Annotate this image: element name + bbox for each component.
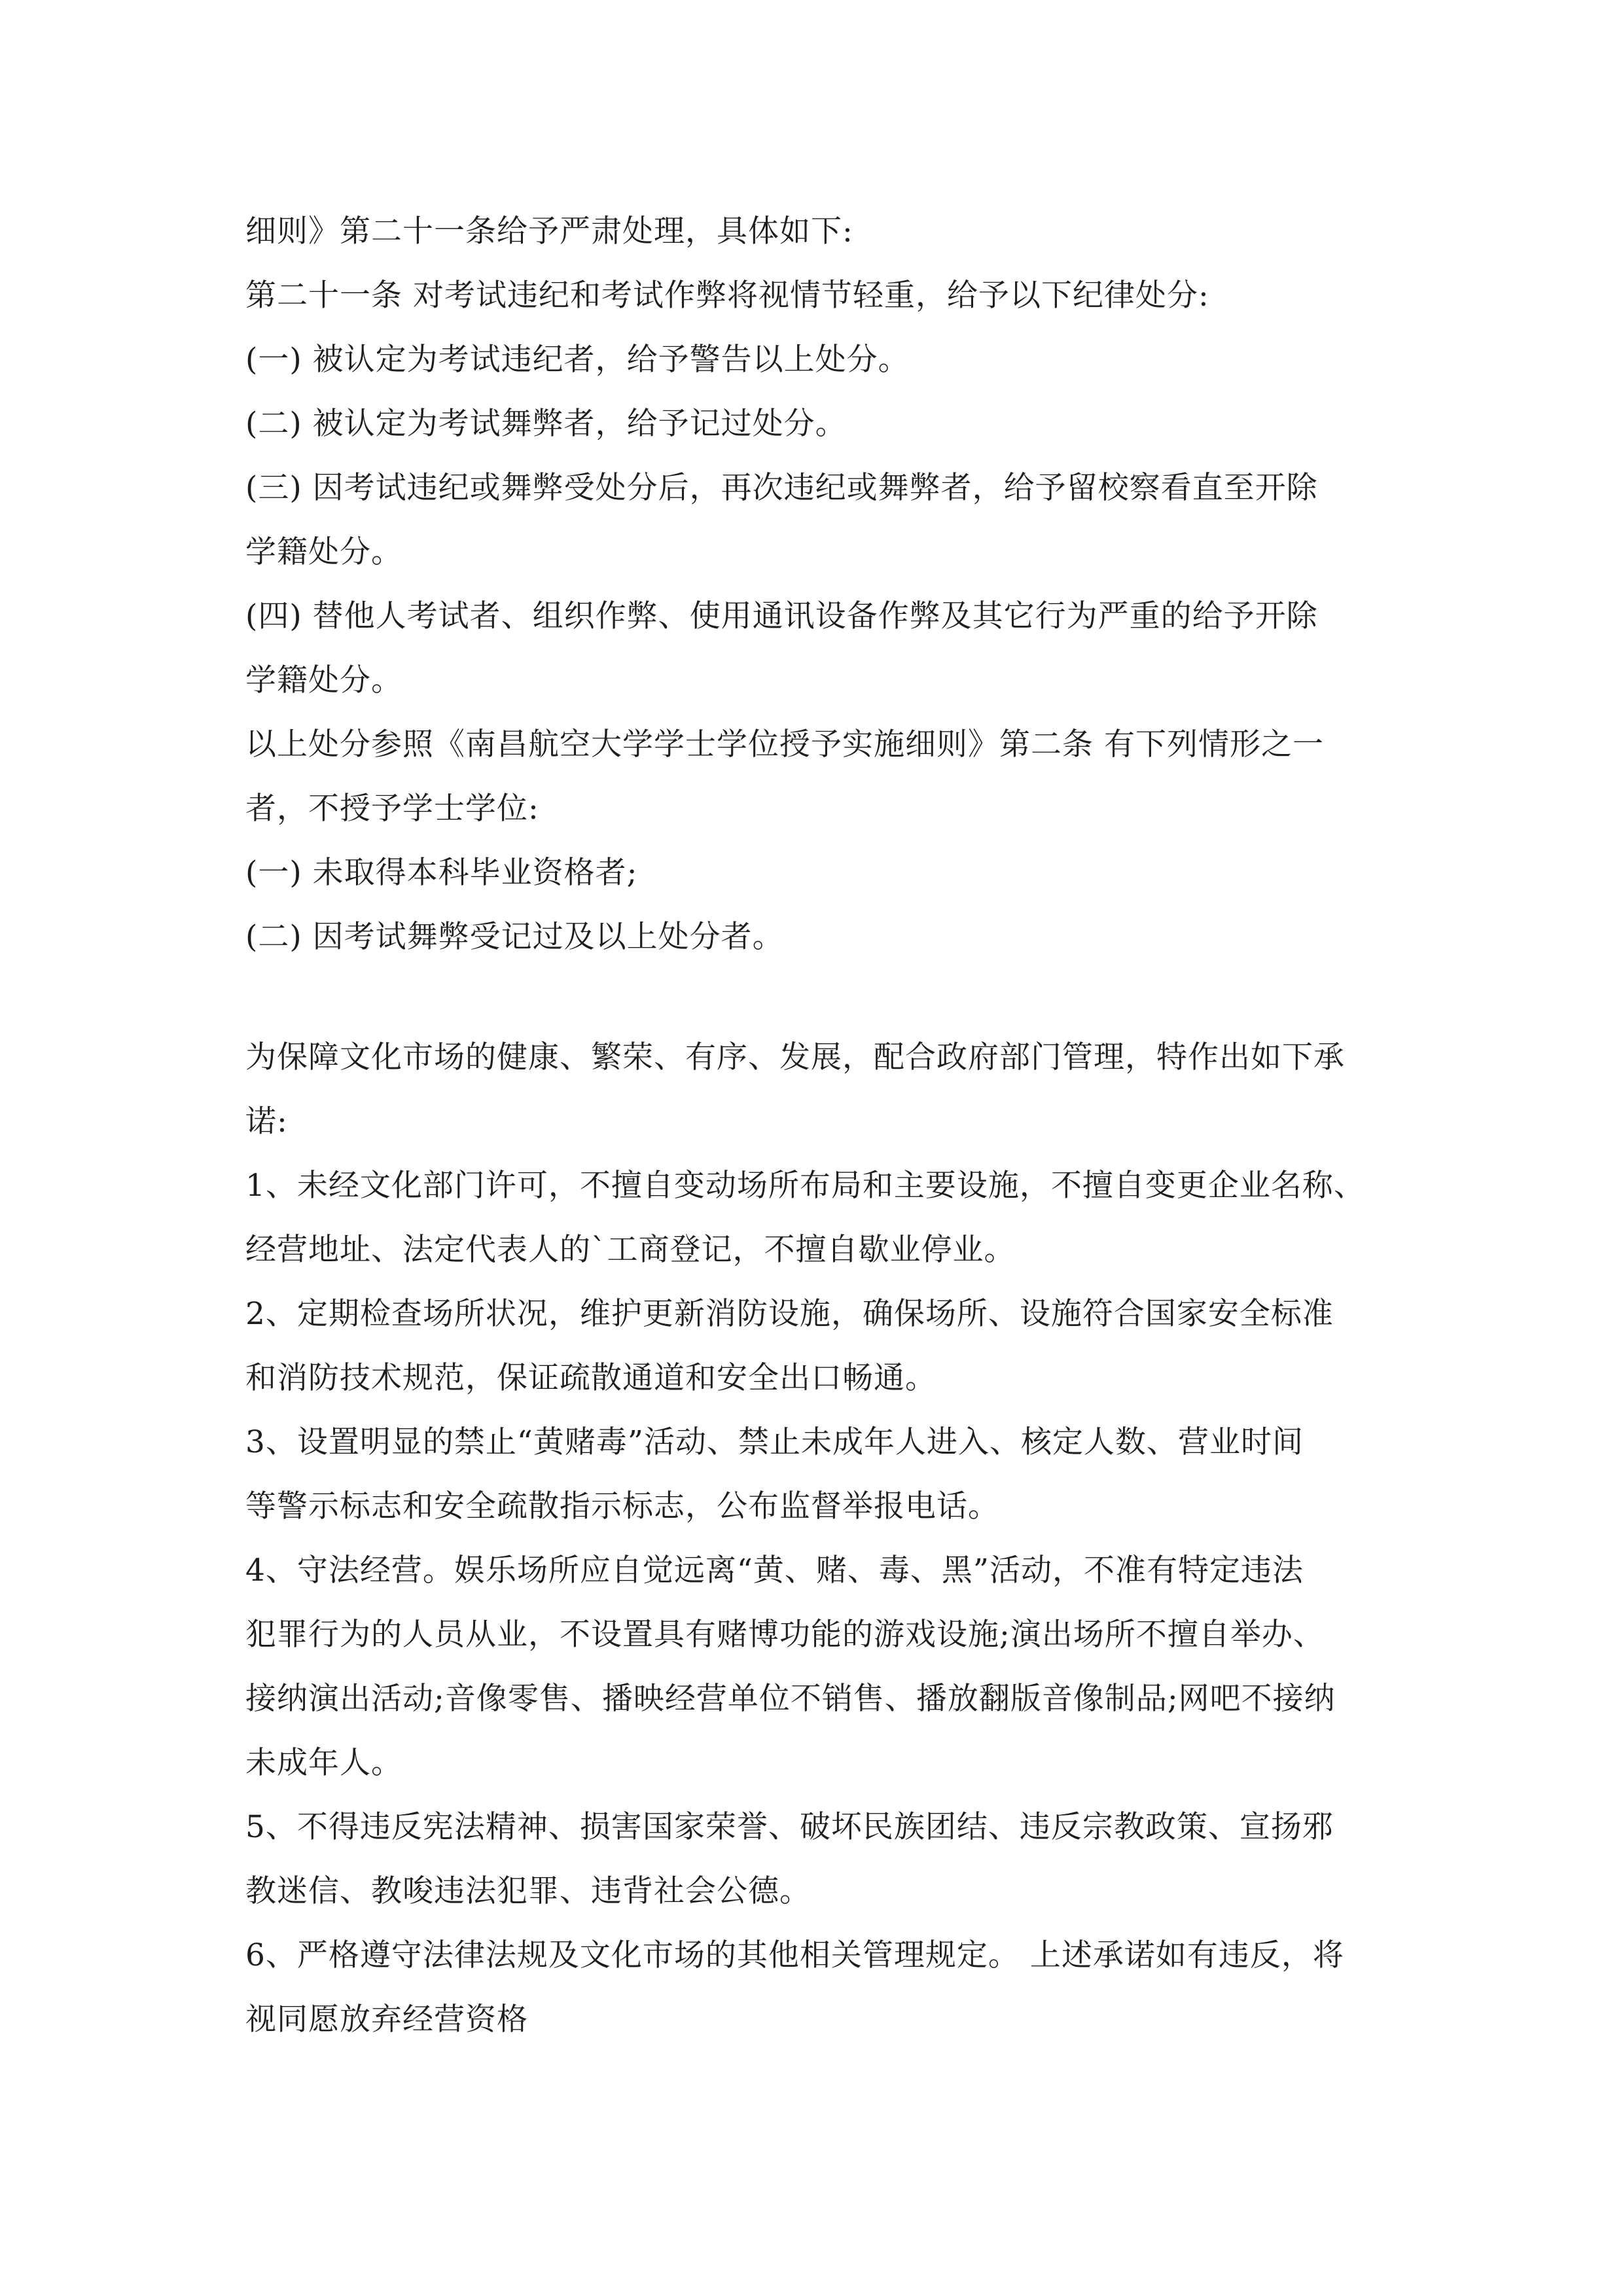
text-line: 等警示标志和安全疏散指示标志，公布监督举报电话。 (245, 1488, 999, 1524)
text-line: 犯罪行为的人员从业，不设置具有赌博功能的游戏设施;演出场所不擅自举办、 (245, 1617, 1325, 1653)
text-line: 诺: (245, 1103, 288, 1139)
exam-discipline-section (245, 200, 1397, 969)
text-line: 5、不得违反宪法精神、损害国家荣誉、破坏民族团结、违反宗教政策、宣扬邪 (245, 1809, 1334, 1845)
text-line: 1、未经文化部门许可，不擅自变动场所布局和主要设施，不擅自变更企业名称、 (245, 1168, 1365, 1204)
text-line: 第二十一条 对考试违纪和考试作弊将视情节轻重，给予以下纪律处分: (245, 278, 1209, 314)
text-line: 接纳演出活动;音像零售、播映经营单位不销售、播放翻版音像制品;网吧不接纳 (245, 1681, 1336, 1717)
text-line: 学籍处分。 (245, 534, 402, 570)
text-line: 和消防技术规范，保证疏散通道和安全出口畅通。 (245, 1360, 936, 1396)
text-line: 视同愿放弃经营资格 (245, 2001, 528, 2037)
culture-market-commitment-section (245, 1026, 1397, 2052)
text-line: (二) 因考试舞弊受记过及以上处分者。 (245, 919, 784, 955)
text-line: (三) 因考试违纪或舞弊受处分后，再次违纪或舞弊者，给予留校察看直至开除 (245, 470, 1318, 506)
text-line: 3、设置明显的禁止“黄赌毒”活动、禁止未成年人进入、核定人数、营业时间 (245, 1424, 1304, 1460)
text-line: 细则》第二十一条给予严肃处理，具体如下: (245, 213, 853, 249)
text-line: 未成年人。 (245, 1745, 402, 1781)
text-line: 教迷信、教唆违法犯罪、违背社会公德。 (245, 1873, 811, 1909)
text-line: 为保障文化市场的健康、繁荣、有序、发展，配合政府部门管理，特作出如下承 (245, 1039, 1345, 1075)
text-line: 经营地址、法定代表人的`工商登记，不擅自歇业停业。 (245, 1232, 1016, 1268)
text-line: (一) 未取得本科毕业资格者; (245, 855, 638, 891)
text-line: 4、守法经营。娱乐场所应自觉远离“黄、赌、毒、黑”活动，不准有特定违法 (245, 1552, 1304, 1588)
text-line: 以上处分参照《南昌航空大学学士学位授予实施细则》第二条 有下列情形之一 (245, 726, 1324, 762)
text-line: 2、定期检查场所状况，维护更新消防设施，确保场所、设施符合国家安全标准 (245, 1296, 1334, 1332)
text-line: 者，不授予学士学位: (245, 791, 539, 827)
text-line: (四) 替他人考试者、组织作弊、使用通讯设备作弊及其它行为严重的给予开除 (245, 598, 1318, 634)
text-line: (一) 被认定为考试违纪者，给予警告以上处分。 (245, 342, 910, 378)
text-line: 6、严格遵守法律法规及文化市场的其他相关管理规定。 上述承诺如有违反，将 (245, 1937, 1344, 1973)
text-line: (二) 被认定为考试舞弊者，给予记过处分。 (245, 406, 847, 442)
text-line: 学籍处分。 (245, 662, 402, 698)
